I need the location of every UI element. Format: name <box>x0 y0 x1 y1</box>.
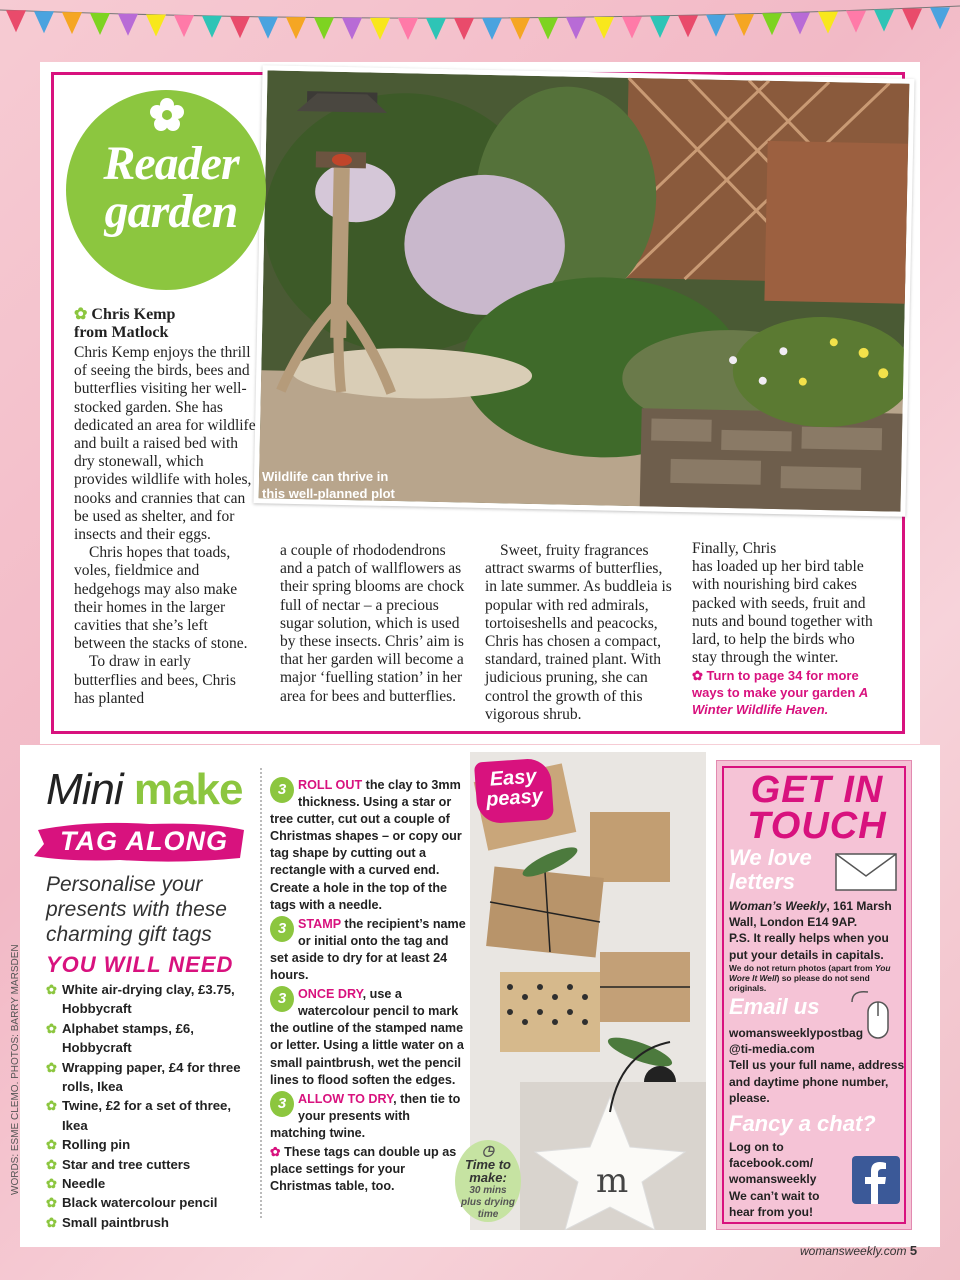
bunting-flag <box>174 15 194 37</box>
postal-address: Woman’s Weekly, 161 Marsh Wall, London E14 9AP. P.S. It really helps when you put your details in capitals. We do not return photos (apart from You Wore It Well) so please do not send originals. <box>729 899 892 993</box>
flower-icon <box>150 98 184 132</box>
column-divider <box>260 768 262 1218</box>
bunting-flag <box>118 14 138 36</box>
clock-icon: ◷ <box>481 1142 495 1158</box>
article-column-3: Sweet, fruity fragrances attract swarms of butterflies, in late summer. As buddleia is popular with red admirals, tortoiseshells and peacocks, Chris has chosen a compact, standard, trained plant. With judicious pruning, she can control the growth of this vigorous shrub. <box>485 542 672 723</box>
step-1: 3 ROLL OUT the clay to 3mm thickness. Using a star or tree cutter, cut out a couple of Christmas shapes – or copy our tag shape by cutting out a rectangle with a curved end. Create a hole in the top of the tags with a needle. <box>270 778 462 912</box>
flower-bullet-icon: ✿ <box>270 1144 285 1159</box>
article-column-4: Finally, Chris has loaded up her bird table with nourishing bird cakes packed with seeds, fruit and nuts and bound together with lard, to help the birds who stay through the winter. ✿ Turn to page 34 for more ways to make your garden A Winter Wildlife Haven. <box>692 540 882 718</box>
badge-title-line1: Reader <box>103 137 239 190</box>
time-to-make-badge: ◷ Time to make: 30 mins plus drying time <box>455 1140 521 1222</box>
bunting-flag <box>342 18 362 40</box>
page-number: 5 <box>909 1243 918 1258</box>
bunting-flag <box>930 7 950 29</box>
bunting-flag <box>398 18 418 40</box>
envelope-icon <box>834 852 898 892</box>
flower-bullet-icon: ✿ <box>46 1059 58 1075</box>
article-column-1: Chris Kemp enjoys the thrill of seeing the birds, bees and butterflies visiting her well-stocked garden. She has dedicated an area for wildlife and built a raised bed with dry stonewall, which provides wildlife with holes, nooks and crannies that can be used as shelter, and for insects and their eggs. Chris hopes that toads, voles, fieldmice and hedgehogs may also make their homes in the larger cavities that she’s left between the stacks of stone. To draw in early butterflies and bees, Chris has planted <box>74 344 256 707</box>
list-item: ✿ Black watercolour pencil <box>46 1193 246 1212</box>
list-item: ✿ Wrapping paper, £4 for three rolls, Ikea <box>46 1059 241 1095</box>
bunting-flag <box>370 18 390 40</box>
garden-photo <box>253 65 914 517</box>
you-will-need-heading: YOU WILL NEED <box>46 952 234 977</box>
list-item: ✿ Rolling pin <box>46 1135 246 1154</box>
bunting-flag <box>314 17 334 39</box>
bunting-flag <box>426 18 446 40</box>
instructions <box>270 777 466 1195</box>
bunting-flag <box>482 18 502 40</box>
bunting-flag <box>874 10 894 32</box>
bunting-flag <box>202 16 222 38</box>
bunting-flag <box>230 16 250 38</box>
get-in-touch-heading: GET IN TOUCH <box>747 769 887 847</box>
email-heading: Email us <box>729 994 820 1019</box>
bunting-flag <box>34 11 54 33</box>
bunting-flag <box>790 12 810 34</box>
letters-heading: We love letters <box>729 845 812 894</box>
byline: ✿ Chris Kemp from Matlock <box>74 306 176 341</box>
step-4: 3 ALLOW TO DRY, then tie to your presents with matching twine. <box>270 1091 461 1140</box>
tag-along-banner-text: TAG ALONG <box>60 826 228 856</box>
bunting-flag <box>706 15 726 37</box>
badge-title-line2: garden <box>104 185 238 238</box>
photo-caption: Wildlife can thrive in this well-planned plot <box>262 469 395 501</box>
page-footer <box>800 1243 917 1258</box>
site-url: womansweekly.com <box>800 1244 907 1258</box>
article-column-2: a couple of rhododendrons and a patch of wallflowers as their spring blooms are chock full of nectar – a precious sugar solution, which is used by these insects. Chris’ aim is that her garden will become a major ‘fuelling station’ in her area for bees and butterflies. <box>280 542 465 705</box>
bunting-flag <box>286 17 306 39</box>
list-item: ✿ White air-drying clay, £3.75, Hobbycraft <box>46 982 235 1017</box>
list-item: ✿ Twine, £2 for a set of three, Ikea <box>46 1098 232 1133</box>
bunting-flag <box>510 18 530 40</box>
list-item: ✿ Alphabet stamps, £6, Hobbycraft <box>46 1020 194 1056</box>
mini-make-title: Mini make <box>46 765 243 814</box>
bunting-flag <box>762 13 782 35</box>
bunting-flag <box>258 17 278 39</box>
bunting-flag <box>678 15 698 37</box>
materials-list <box>46 980 246 1232</box>
reader-garden-badge <box>66 90 266 290</box>
chat-text: Log on to facebook.com/ womansweekly We can’t wait to hear from you! <box>729 1140 820 1219</box>
step-2: 3 STAMP the recipient’s name or initial onto the tag and set aside to dry for at least 24 hours. <box>270 916 466 983</box>
bunting-decoration <box>0 0 960 50</box>
bunting-flag <box>146 14 166 36</box>
bunting-flag <box>650 16 670 38</box>
bunting-flag <box>846 11 866 33</box>
bunting-flag <box>902 8 922 30</box>
flower-bullet-icon: ✿ <box>46 1020 58 1036</box>
list-item: ✿ Star and tree cutters <box>46 1155 246 1174</box>
step-3: 3 ONCE DRY, use a watercolour pencil to mark the outline of the stamped name or letter. Using a little water on a small paintbrush, wet the pencil lines to flood soften the edges. <box>270 987 464 1087</box>
tip-note: ✿ These tags can double up as place settings for your Christmas table, too. <box>270 1144 457 1194</box>
bunting-flag <box>90 13 110 35</box>
bunting-flag <box>818 12 838 34</box>
bunting-flag <box>734 14 754 36</box>
page-reference-tip: ✿ Turn to page 34 for more ways to make your garden A Winter Wildlife Haven. <box>692 668 868 718</box>
flower-bullet-icon: ✿ <box>692 668 707 684</box>
flower-bullet-icon: ✿ <box>46 1195 58 1211</box>
chat-heading: Fancy a chat? <box>729 1111 876 1136</box>
flower-bullet-icon: ✿ <box>46 1137 58 1153</box>
photo-credit: WORDS: ESME CLEMO. PHOTOS: BARRY MARSDEN <box>10 944 21 1195</box>
flower-bullet-icon: ✿ <box>46 1156 58 1172</box>
bunting-flag <box>594 17 614 39</box>
bunting-flag <box>538 18 558 40</box>
mini-make-intro: Personalise your presents with these charming gift tags <box>46 873 227 946</box>
facebook-icon[interactable] <box>852 1156 900 1204</box>
flower-bullet-icon: ✿ <box>46 1176 58 1192</box>
flower-bullet-icon: ✿ <box>74 306 92 323</box>
email-text: womansweeklypostbag @ti-media.com Tell us your full name, address and daytime phone number, please. <box>729 1026 905 1105</box>
flower-bullet-icon: ✿ <box>46 1098 58 1114</box>
bunting-flag <box>6 10 26 32</box>
bunting-flag <box>62 12 82 34</box>
flower-bullet-icon: ✿ <box>46 982 58 997</box>
bunting-flag <box>566 17 586 39</box>
tag-letter: m <box>596 1161 629 1201</box>
flower-bullet-icon: ✿ <box>46 1214 58 1230</box>
list-item: ✿ Small paintbrush <box>46 1213 246 1232</box>
list-item: ✿ Needle <box>46 1174 246 1193</box>
easy-peasy-badge: Easy peasy <box>474 757 554 824</box>
bunting-flag <box>622 16 642 38</box>
bunting-flag <box>454 18 474 40</box>
